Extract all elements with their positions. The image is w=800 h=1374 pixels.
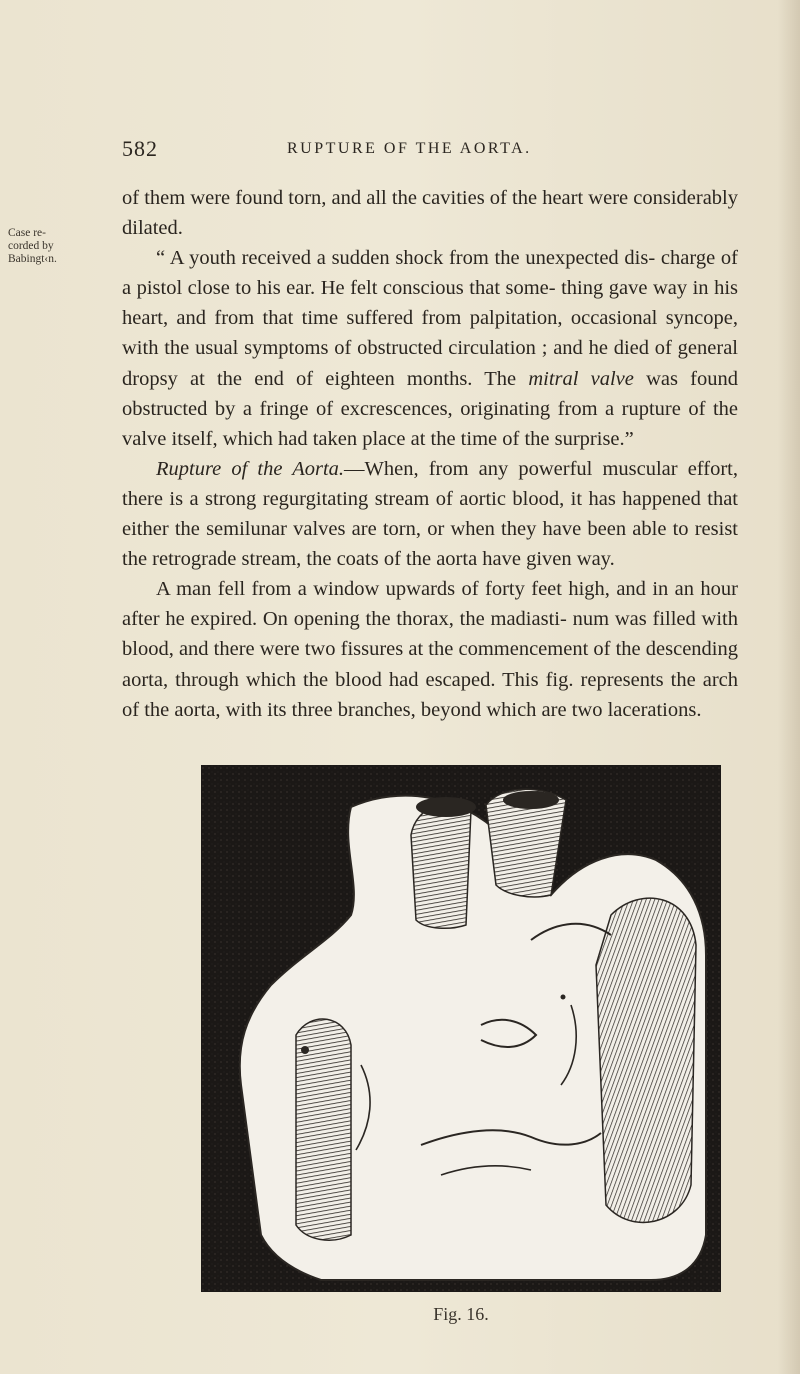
figure-caption: Fig. 16.	[433, 1304, 489, 1324]
aorta-illustration	[201, 765, 721, 1292]
tissue-mark	[301, 1046, 309, 1054]
vessel-opening	[416, 797, 476, 817]
paragraph-continuation: of them were found torn, and all the cavities of the heart were considerably dilated.	[122, 187, 738, 240]
margin-note-line: Babingt‹n.	[8, 253, 57, 265]
paragraph-text: —When, from any powerful muscular effort, there is a strong regurgitating stream of aortic blood, it has happened that either the semilunar valves are torn, or when they have been able to resist the retrograde stream, the coats of the aorta have given way.	[122, 457, 738, 571]
margin-note	[8, 227, 98, 266]
italic-term: mitral valve	[528, 367, 634, 390]
paragraph-fall-case: A man fell from a window upwards of forty feet high, and in an hour after he expired. On opening the thorax, the madiasti- num was filled with blood, and there were two fissures at the commencement of the descending aorta, through which the blood had escaped. This fig. represents the arch of the aorta, with its three branches, beyond which are two lacerations.	[122, 578, 738, 721]
engraving-plate	[201, 765, 721, 1292]
paragraph-rupture-aorta	[122, 454, 738, 574]
page-number: 582	[122, 136, 158, 161]
section-heading: Rupture of the Aorta.	[156, 457, 345, 480]
margin-note-line: Case re-	[8, 227, 46, 239]
subclavian-branch	[596, 898, 696, 1222]
page-header	[122, 136, 738, 166]
innominate-branch	[411, 803, 471, 928]
paragraph-text: “ A youth received a sudden shock from the unexpected dis- charge of a pistol close to his ear. He felt conscious that some- thing gave way in his heart, and from that time suffered from palpitation, occasional syncope, with the usual symptoms of obstructed circulation ; and he died of general dropsy at the end of eighteen months. The	[122, 247, 738, 390]
figure-16	[201, 765, 721, 1350]
margin-note-line: corded by	[8, 240, 54, 252]
page-edge-shadow	[778, 0, 800, 1374]
paragraph-text: was found obstructed by a fringe of excrescences, originating from a rupture of the valve itself, which had taken place at the time of the surprise.”	[122, 367, 738, 450]
vessel-opening	[503, 791, 559, 809]
running-head: RUPTURE OF THE AORTA.	[287, 140, 532, 157]
body-text	[122, 183, 738, 725]
paragraph-babington-case	[122, 243, 738, 454]
tissue-mark	[561, 995, 566, 1000]
